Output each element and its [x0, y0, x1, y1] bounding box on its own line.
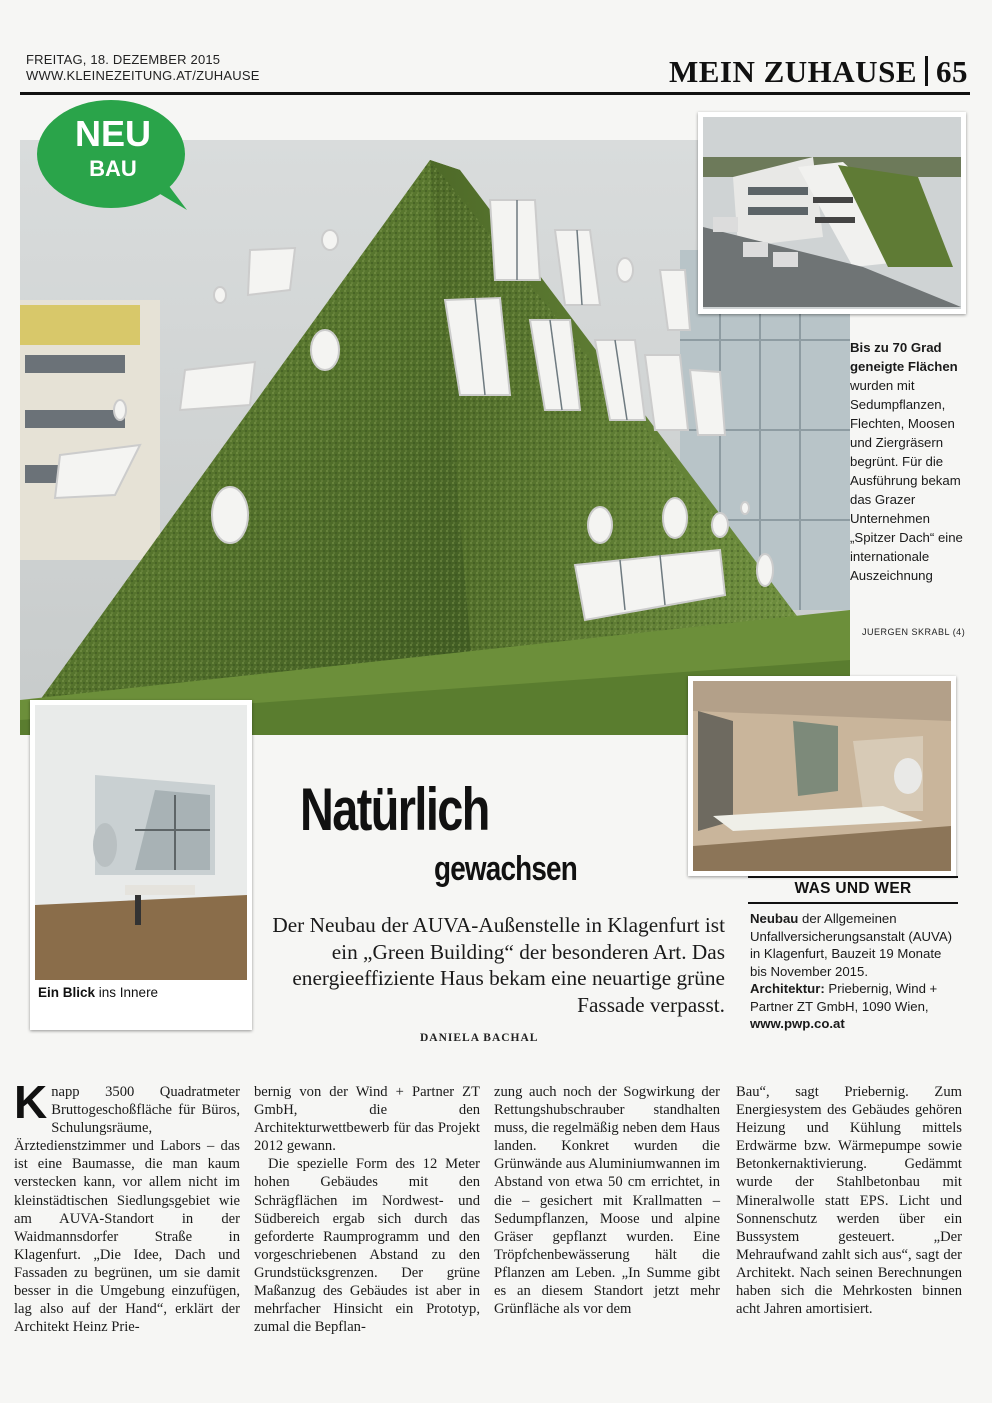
photo-caption-left [38, 985, 158, 1000]
article-lead: Der Neubau der AUVA-Außenstelle in Klagenfurt ist ein „Green Building“ der besonderen Art. Das energieeffiziente Haus bekam eine neuartige grüne Fassade verpasst. [272, 913, 725, 1017]
column-4-text: Bau“, sagt Priebernig. Zum Energiesystem des Gebäudes gehören Heizung und Kühlung mittels Erdwärme bzw. Wärmepumpe sowie Betonkernaktivierung. Gedämmt wurde der Stahlbetonbau mit Mineralwolle statt EPS. Licht und Sonnenschutz werden über ein Bussystem gesteuert. „Der Mehraufwand zahlt sich aus“, sagt der Architekt. Nach seinen Berechnungen haben sich die Mehrkosten binnen acht Jahren amortisiert. [736, 1084, 962, 1318]
infobox-top-rule [748, 876, 958, 878]
caption-side-text: wurden mit Sedumpflanzen, Flechten, Moosen und Ziergräsern begrünt. Für die Ausführung bekam das Grazer Unternehmen „Spitzer Dach“ eine internationale Auszeichnung [850, 378, 963, 583]
drop-cap: K [14, 1076, 48, 1128]
issue-date: FREITAG, 18. DEZEMBER 2015 [26, 52, 221, 67]
badge-line2: BAU [89, 156, 137, 181]
interior-photo [30, 700, 252, 1030]
column-3-text: zung auch noch der Sogwirkung der Rettungshubschrauber standhalten muss, die regelmäßig neben dem Haus landen. Konkret wurden die Grünwände aus Aluminiumwannen im Abstand von etwa 50 cm errichtet, in die – gesichert mit Krallmatten – Sedumpflanzen, Moose und alpine Gräser gepflanzt wurden. Eine Tröpfchenbewässerung hält die Pflanzen am Leben. „In Summe gibt es an diesem Standort jetzt mehr Grünfläche als vor dem [494, 1084, 720, 1318]
office-room-image [693, 681, 951, 871]
article-column-4 [736, 1083, 962, 1318]
badge-line1: NEU [74, 113, 152, 154]
infobox-title-rule [748, 902, 958, 904]
photo-credit: JUERGEN SKRABL (4) [862, 627, 966, 637]
infobox-title: WAS UND WER [794, 880, 912, 897]
article-headline: Natürlich [300, 776, 489, 843]
office-room-photo [688, 676, 956, 876]
interior-image [35, 705, 247, 980]
section-title [669, 54, 968, 90]
column-2-paragraph-1: bernig von der Wind + Partner ZT GmbH, die den Architekturwettbewerb für das Projekt 2012 gewann. [254, 1084, 480, 1155]
photo-caption-side [850, 338, 968, 585]
article-byline: DANIELA BACHAL [420, 1032, 539, 1044]
section-url: WWW.KLEINEZEITUNG.AT/ZUHAUSE [26, 68, 260, 83]
header-date-block [26, 52, 260, 84]
title-separator [925, 56, 928, 86]
infobox-architektur [750, 980, 960, 1015]
infobox-website[interactable]: www.pwp.co.at [750, 1016, 845, 1031]
building-street-image [703, 117, 961, 309]
infobox-neubau [750, 910, 960, 980]
page-number: 65 [936, 54, 968, 89]
infobox-neubau-text: der Allgemeinen Unfallversicherungsanstalt (AUVA) in Klagenfurt, Bauzeit 19 Monate bis November 2015. [750, 911, 953, 979]
caption-left-bold: Ein Blick [38, 985, 96, 1000]
infobox-architektur-text: Priebernig, Wind + Partner ZT GmbH, 1090 Wien, [750, 981, 938, 1014]
column-2-paragraph-2: Die spezielle Form des 12 Meter hohen Gebäudes mit den Schrägflächen im Nordwest- und Südbereich ergab sich durch das geforderte Raumprogramm und den vorgeschriebenen Abstand zu den Grundstücksgrenzen. Der grüne Maßanzug des Gebäudes ist aber in mehrfacher Hinsicht ein Prototyp, zumal die Bepflan- [254, 1156, 480, 1336]
caption-side-bold: Bis zu 70 Grad geneigte Flächen [850, 340, 958, 374]
article-column-2 [254, 1083, 480, 1336]
article-column-1 [14, 1076, 240, 1336]
speech-bubble-icon [35, 98, 187, 210]
neu-bau-badge [35, 98, 187, 210]
column-1-text: napp 3500 Quadratmeter Bruttogeschoßfläche für Büros, Schulungsräume, Ärztedienstzimmer und Labors – das ist eine Baumasse, die man kaum verstecken kann, vor allem nicht im kleinstädtischen Siedlungsgebiet wie am AUVA-Standort in der Waidmannsdorfer Straße in Klagenfurt. „Die Idee, Dach und Fassaden zu begrünen, um sie damit besser in die Umgebung einzufügen, lag also auf der Hand“, erklärt der Architekt Heinz Prie- [14, 1084, 240, 1336]
caption-left-text: ins Innere [95, 985, 159, 1000]
infobox-architektur-label: Architektur: [750, 981, 825, 996]
article-column-3 [494, 1083, 720, 1318]
header-rule [20, 92, 970, 95]
section-name: MEIN ZUHAUSE [668, 54, 917, 89]
article-subheadline: gewachsen [434, 850, 577, 888]
infobox-body [750, 910, 960, 1033]
building-street-photo [698, 112, 966, 314]
infobox-neubau-label: Neubau [750, 911, 799, 926]
